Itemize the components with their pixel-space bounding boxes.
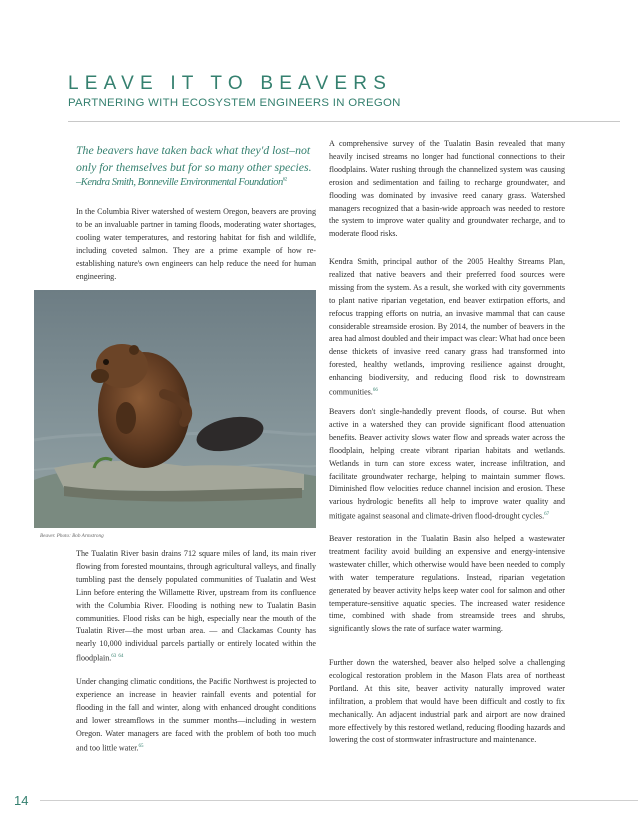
footnote-ref: 66 — [372, 388, 378, 394]
footnote-ref: 65 — [138, 743, 144, 749]
footnote-ref: 62 — [282, 177, 287, 183]
footnote-ref: 64 — [118, 654, 124, 660]
footnote-ref: 67 — [544, 512, 550, 518]
page-title: LEAVE IT TO BEAVERS — [68, 73, 393, 94]
photo-caption: Beaver. Photo: Bob Armstrong — [40, 533, 104, 539]
footnote-ref: 63 — [111, 654, 117, 660]
page-subtitle: PARTNERING WITH ECOSYSTEM ENGINEERS IN OREGON — [68, 97, 401, 109]
climate-paragraph — [76, 676, 316, 755]
kendra-paragraph — [329, 256, 565, 400]
header-rule — [68, 121, 620, 122]
basin-paragraph — [76, 548, 316, 666]
footer-rule — [40, 800, 638, 801]
mason-flats-paragraph: Further down the watershed, beaver also helped solve a challenging ecological restoration problem in the Mason Flats area of northeast Portland. At this site, beaver activity naturally improved water infiltration, a problem that would have been difficult and costly to fix mechanically. An adjacent industrial park and airport are now drained more effectively by this restored wetland, reducing flooding hazards and lowering the cost of stormwater infrastructure and maintenance. — [329, 658, 565, 745]
floods-paragraph — [329, 406, 565, 524]
survey-paragraph: A comprehensive survey of the Tualatin Basin revealed that many heavily incised streams no longer had functional connections to their floodplains. Water rushing through the channelized system was causing erosion and sedimentation and failing to recharge groundwater, and flooding was dominated by invasive reed canary grass. Watershed managers recognized that a basin-wide approach was needed to restore the system to improve water quality and groundwater recharge, and to moderate flood risks. — [329, 139, 565, 239]
wastewater-paragraph: Beaver restoration in the Tualatin Basin also helped a wastewater treatment facility avoid building an expensive and energy-intensive wastewater chiller, which otherwise would have been needed to comply with water temperature regulations. Instead, riparian vegetation generated by beaver activity helps keep water cool for salmon and other temperature-sensitive aquatic species. The increased water residence time, combined with shade from streamside trees and shrubs, significantly slows the rate of surface water warming. — [329, 534, 565, 634]
pull-quote: The beavers have taken back what they'd lost–not only for themselves but for so many other species. — [76, 143, 312, 174]
beaver-illustration — [34, 290, 316, 528]
pull-quote-attribution — [76, 177, 326, 188]
basin-text: The Tualatin River basin drains 712 square miles of land, its main river flowing from forested mountains, through agricultural valleys, and finally tumbling past the densely populated communities of Tualatin and West Linn before entering the Willamette River, upstream from its confluence with the Columbia River. Flooding is nothing new to Tualatin Basin communities. Flood risks can be high, especially near the mouth of the Tualatin River—the most urban area. — and Clackamas County has nearly 10,000 individual parcels partially or entirely located within the floodplain. — [76, 549, 316, 663]
beaver-photo — [34, 290, 316, 528]
attribution-text: –Kendra Smith, Bonneville Environmental Foundation — [76, 177, 283, 188]
page-number: 14 — [14, 793, 29, 808]
intro-paragraph: In the Columbia River watershed of western Oregon, beavers are proving to be an invaluable partner in taming floods, moderating water shortages, cooling water temperatures, and restoring habitat for fish and wildlife, including coveted salmon. They are a prime example of how re-establishing nature's own engineers can help reduce the need for human engineering. — [76, 207, 316, 281]
climate-text: Under changing climatic conditions, the Pacific Northwest is projected to experience an increase in heavier rainfall events and potential for flooding in the fall and winter, along with enhanced drought conditions and lower streamflows in the summer months—including in western Oregon. Water managers are faced with the problem of both too much and too little water. — [76, 677, 316, 753]
floods-text: Beavers don't single-handedly prevent floods, of course. But when active in a watershed they can provide significant flood attenuation benefits. Beaver activity slows water flow and spreads water across the floodplain, helping create vibrant riparian habitats and wetlands. Wetlands in turn can store excess water, increase infiltration, and facilitate groundwater recharge, helping to maintain summer flows. Diminished flow velocities reduce channel incision and erosion. These various hydrologic benefits all help to improve water quality and mitigate against seasonal and climate-driven flood-drought cycles. — [329, 407, 565, 521]
kendra-text: Kendra Smith, principal author of the 2005 Healthy Streams Plan, realized that native beavers and their preferred food sources were missing from the system. As a result, she worked with city governments to plant native riparian vegetation, end beaver extirpation efforts, and refocus trapping efforts on nutria, an invasive mammal that can cause considerable streamside erosion. By 2014, the number of beavers in the area had almost doubled and their impact was clear: What had once been dense thickets of invasive reed canary grass had transformed into forested, healthy wetlands, improving resilience against drought, enhancing biodiversity, and reducing flood risk to downstream communities. — [329, 257, 565, 397]
